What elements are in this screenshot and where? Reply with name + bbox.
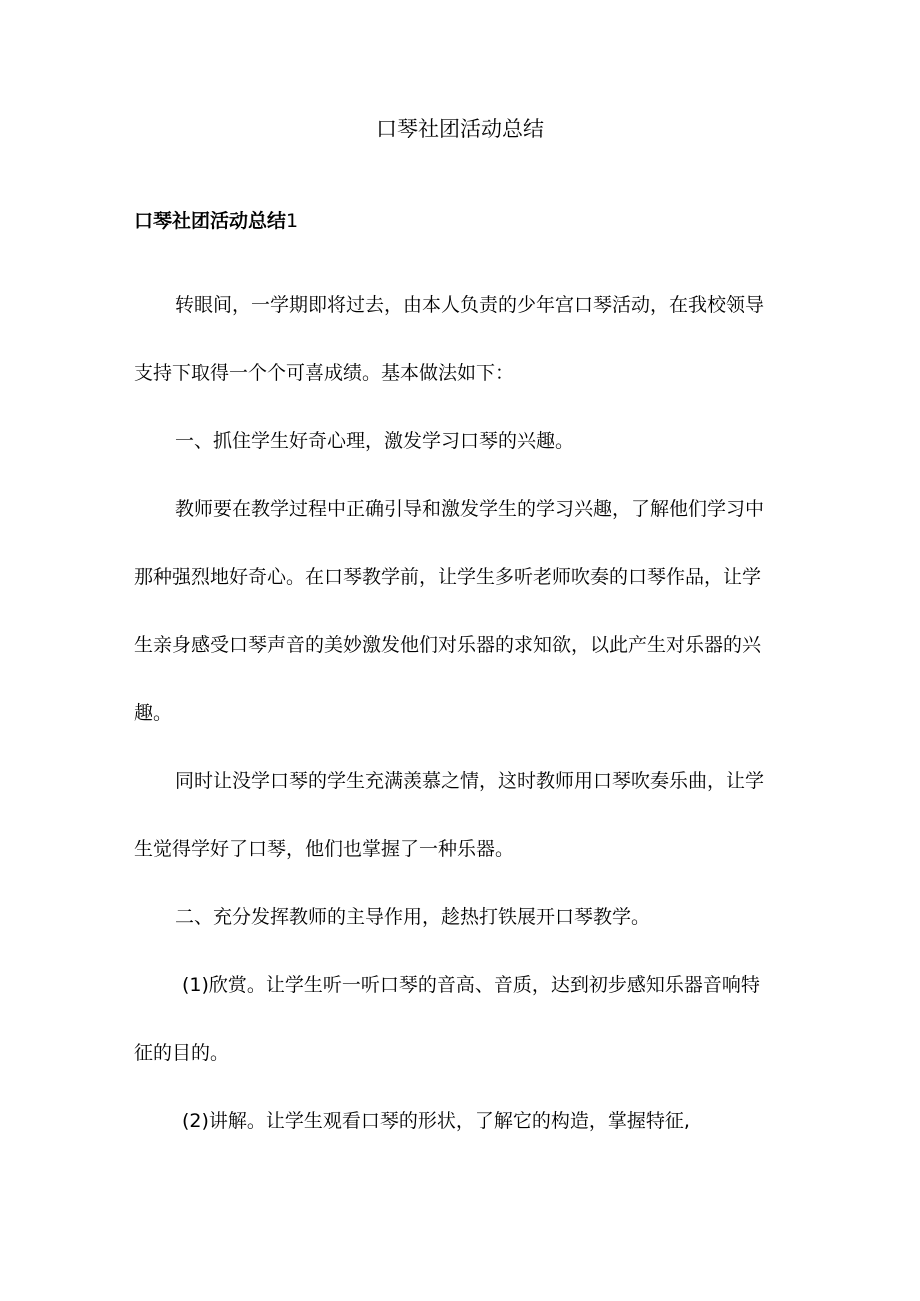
paragraph-point-one: [134, 407, 796, 475]
paragraph-line: 二、充分发挥教师的主导作用，趁热打铁展开口琴教学。: [175, 906, 651, 928]
paragraph-guidance: [134, 475, 796, 747]
paragraph-line: 那种强烈地好奇心。在口琴教学前，让学生多听老师吹奏的口琴作品，让学: [134, 566, 762, 588]
paragraph-line: 教师要在教学过程中正确引导和激发学生的学习兴趣，了解他们学习中: [175, 498, 765, 520]
paragraph-intro: [134, 271, 796, 407]
paragraph-line: (2)讲解。让学生观看口琴的形状，了解它的构造，掌握特征,: [182, 1110, 690, 1132]
paragraph-line: (1)欣赏。让学生听一听口琴的音高、音质，达到初步感知乐器音响特: [182, 974, 760, 996]
paragraph-envy: [134, 747, 796, 883]
paragraph-line: 趣。: [134, 702, 173, 724]
document-title: 口琴社团活动总结: [376, 117, 544, 141]
section-heading-text: 口琴社团活动总结: [134, 210, 287, 232]
paragraph-line: 支持下取得一个个可喜成绩。基本做法如下：: [134, 362, 515, 384]
section-heading: [134, 206, 298, 236]
paragraph-line: 一、抓住学生好奇心理，激发学习口琴的兴趣。: [175, 430, 575, 452]
paragraph-line: 征的目的。: [134, 1042, 230, 1064]
paragraph-line: 生觉得学好了口琴，他们也掌握了一种乐器。: [134, 838, 515, 860]
paragraph-line: 转眼间，一学期即将过去，由本人负责的少年宫口琴活动，在我校领导: [175, 294, 765, 316]
paragraph-line: 生亲身感受口琴声音的美妙激发他们对乐器的求知欲，以此产生对乐器的兴: [134, 634, 762, 656]
paragraph-point-two: [134, 883, 796, 951]
document-body: [134, 271, 796, 1155]
paragraph-explanation: [134, 1087, 796, 1155]
paragraph-line: 同时让没学口琴的学生充满羡慕之情，这时教师用口琴吹奏乐曲，让学: [175, 770, 765, 792]
section-heading-number: 1: [286, 210, 299, 232]
paragraph-appreciation: [134, 951, 796, 1087]
